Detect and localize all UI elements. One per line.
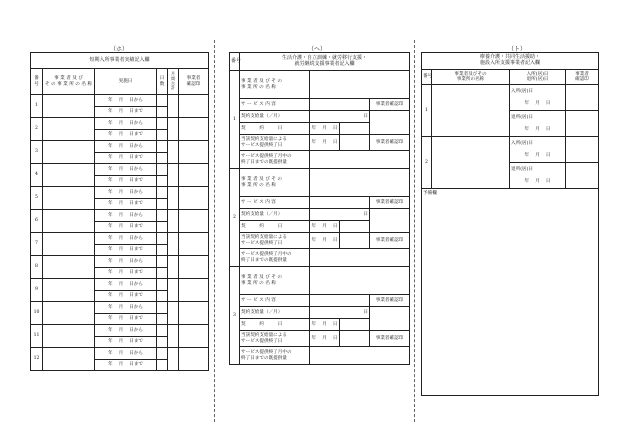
stamp-label: 事業者確認印 — [370, 295, 410, 307]
table-row — [230, 111, 410, 123]
month-total-cell[interactable] — [168, 279, 179, 302]
row-number: 8 — [31, 256, 43, 279]
provider-name-label: 事 業 者 及 び そ の 事 業 所 の 名 称 — [240, 169, 310, 197]
block-number: 2 — [230, 169, 240, 267]
provider-name-cell[interactable] — [43, 210, 95, 233]
date-end-cell[interactable]: 年 月 日まで — [95, 313, 157, 325]
provider-name-cell[interactable] — [43, 302, 95, 325]
provider-name-cell[interactable] — [432, 85, 510, 137]
panel-b-title: 生活介護・自立訓練・就労移行支援・ 就労継続支援事業者記入欄 — [240, 53, 410, 71]
days-cell[interactable] — [157, 175, 168, 187]
provided-amount-label: サービス提供終了月中の 終了日までの既提供量 — [240, 151, 310, 169]
table-row — [31, 118, 209, 130]
discharge-date-cell[interactable]: 年 月 日 — [510, 124, 566, 137]
date-end-cell[interactable]: 年 月 日まで — [95, 221, 157, 233]
confirm-stamp-cell[interactable] — [179, 233, 209, 256]
contract-amount-label: 契約支給量（／月） — [240, 307, 310, 319]
provider-name-cell[interactable] — [43, 348, 95, 371]
service-cell[interactable] — [310, 99, 370, 111]
days-cell[interactable] — [157, 348, 168, 360]
days-cell[interactable] — [157, 106, 168, 118]
table-row — [31, 210, 209, 222]
admission-label: 入所(居)日 — [510, 137, 566, 150]
confirm-stamp-cell[interactable] — [370, 111, 410, 135]
row-number: 11 — [31, 325, 43, 348]
day-service-table — [229, 52, 410, 365]
table-row — [230, 347, 410, 365]
days-cell[interactable] — [157, 118, 168, 130]
provided-amount-label: サービス提供終了月中の 終了日までの既提供量 — [240, 249, 310, 267]
service-cell[interactable] — [310, 295, 370, 307]
confirm-stamp-cell[interactable] — [179, 279, 209, 302]
date-start-cell[interactable]: 年 月 日から — [95, 118, 157, 130]
days-cell[interactable] — [157, 290, 168, 302]
month-total-cell[interactable] — [168, 118, 179, 141]
service-end-cell[interactable]: 年 月 日 — [310, 331, 340, 347]
month-total-cell[interactable] — [168, 325, 179, 348]
confirm-stamp-cell[interactable] — [179, 256, 209, 279]
table-row — [230, 135, 410, 151]
row-number: 6 — [31, 210, 43, 233]
provider-name-cell[interactable] — [43, 233, 95, 256]
provider-name-cell[interactable] — [43, 187, 95, 210]
stamp-label: 事業者確認印 — [370, 233, 410, 249]
contract-amount-cell[interactable]: 日 — [310, 307, 370, 319]
date-end-cell[interactable]: 年 月 日まで — [95, 244, 157, 256]
days-cell[interactable] — [157, 279, 168, 291]
month-total-cell[interactable] — [168, 233, 179, 256]
days-cell[interactable] — [157, 336, 168, 348]
discharge-date-cell[interactable]: 年 月 日 — [510, 176, 566, 189]
notes-area — [422, 189, 599, 396]
row-number: 3 — [31, 141, 43, 164]
provided-amount-cell[interactable] — [310, 347, 410, 365]
row-number: 7 — [31, 233, 43, 256]
table-row — [31, 348, 209, 360]
table-row — [422, 137, 599, 150]
stamp-label: 事業者確認印 — [370, 331, 410, 347]
panel-a-title: 短期入所事業者実績記入欄 — [31, 53, 209, 69]
table-row — [230, 209, 410, 221]
date-start-cell[interactable]: 年 月 日から — [95, 256, 157, 268]
date-end-cell[interactable]: 年 月 日まで — [95, 336, 157, 348]
row-number: 12 — [31, 348, 43, 371]
days-cell[interactable] — [157, 187, 168, 199]
service-label: サ ー ビ ス 内 容 — [240, 99, 310, 111]
service-end-label: 当該契約支給量による サービス提供終了日 — [240, 135, 310, 151]
contract-date-label: 契 約 日 — [240, 221, 310, 233]
row-number: 9 — [31, 279, 43, 302]
days-cell[interactable] — [157, 210, 168, 222]
contract-date-label: 契 約 日 — [240, 319, 310, 331]
date-end-cell[interactable]: 年 月 日まで — [95, 267, 157, 279]
service-end-blank[interactable] — [340, 233, 370, 249]
confirm-stamp-cell[interactable] — [179, 118, 209, 141]
confirm-stamp-cell[interactable] — [179, 95, 209, 118]
stamp-label: 事業者確認印 — [370, 197, 410, 209]
days-cell[interactable] — [157, 129, 168, 141]
date-start-cell[interactable]: 年 月 日から — [95, 348, 157, 360]
confirm-stamp-cell[interactable] — [179, 210, 209, 233]
provider-name-cell[interactable] — [43, 256, 95, 279]
contract-amount-label: 契約支給量（／月） — [240, 209, 310, 221]
col-confirm-header: 事業者 確認印 — [566, 70, 599, 85]
table-row — [31, 325, 209, 337]
col-no-header: 番号 — [230, 53, 240, 71]
table-row — [230, 249, 410, 267]
col-no-header: 番号 — [422, 70, 432, 85]
days-cell[interactable] — [157, 95, 168, 107]
provider-name-cell[interactable] — [310, 71, 410, 99]
days-cell[interactable] — [157, 233, 168, 245]
days-cell[interactable] — [157, 221, 168, 233]
admission-label: 入所(居)日 — [510, 85, 566, 98]
contract-date-label: 契 約 日 — [240, 123, 310, 135]
confirm-stamp-cell[interactable] — [370, 209, 410, 233]
days-cell[interactable] — [157, 141, 168, 153]
date-start-cell[interactable]: 年 月 日から — [95, 187, 157, 199]
date-start-cell[interactable]: 年 月 日から — [95, 164, 157, 176]
block-number: 2 — [422, 137, 432, 189]
month-total-cell[interactable] — [168, 187, 179, 210]
panel-b-label: （ヘ） — [308, 46, 327, 53]
days-cell[interactable] — [157, 256, 168, 268]
table-row — [230, 197, 410, 209]
date-start-cell[interactable]: 年 月 日から — [95, 95, 157, 107]
days-cell[interactable] — [157, 152, 168, 164]
provider-name-cell[interactable] — [310, 267, 410, 295]
date-start-cell[interactable]: 年 月 日から — [95, 302, 157, 314]
col-month-total-header: 月 間 合 計 — [168, 69, 179, 95]
month-total-cell[interactable] — [168, 302, 179, 325]
month-total-cell[interactable] — [168, 95, 179, 118]
confirm-stamp-cell[interactable] — [370, 307, 410, 331]
contract-amount-cell[interactable]: 日 — [310, 111, 370, 123]
service-end-blank[interactable] — [340, 135, 370, 151]
row-number: 10 — [31, 302, 43, 325]
days-cell[interactable] — [157, 313, 168, 325]
provider-name-cell[interactable] — [432, 137, 510, 189]
contract-date-blank[interactable] — [340, 123, 370, 135]
provided-amount-cell[interactable] — [310, 249, 410, 267]
service-end-label: 当該契約支給量による サービス提供終了日 — [240, 331, 310, 347]
col-date-header: 入所(居)日 退所(居)日 — [510, 70, 566, 85]
days-cell[interactable] — [157, 198, 168, 210]
days-cell[interactable] — [157, 164, 168, 176]
date-end-cell[interactable]: 年 月 日まで — [95, 290, 157, 302]
date-start-cell[interactable]: 年 月 日から — [95, 210, 157, 222]
date-end-cell[interactable]: 年 月 日まで — [95, 198, 157, 210]
confirm-stamp-cell[interactable] — [566, 137, 599, 163]
residential-table — [421, 52, 599, 396]
month-total-cell[interactable] — [168, 256, 179, 279]
date-end-cell[interactable]: 年 月 日まで — [95, 152, 157, 164]
contract-date-cell[interactable]: 年 月 日 — [310, 221, 340, 233]
service-end-blank[interactable] — [340, 331, 370, 347]
table-row — [230, 295, 410, 307]
col-date-header: 実施日 — [95, 69, 157, 95]
table-row — [230, 151, 410, 169]
col-days-header: 日 数 — [157, 69, 168, 95]
discharge-label: 退所(居)日 — [510, 111, 566, 124]
provided-amount-cell[interactable] — [310, 151, 410, 169]
row-number: 4 — [31, 164, 43, 187]
contract-amount-cell[interactable]: 日 — [310, 209, 370, 221]
block-number: 1 — [230, 71, 240, 169]
month-total-cell[interactable] — [168, 141, 179, 164]
provided-amount-label: サービス提供終了月中の 終了日までの既提供量 — [240, 347, 310, 365]
contract-date-blank[interactable] — [340, 221, 370, 233]
table-row — [230, 307, 410, 319]
provider-name-label: 事 業 者 及 び そ の 事 業 所 の 名 称 — [240, 267, 310, 295]
provider-name-cell[interactable] — [43, 164, 95, 187]
contract-amount-label: 契約支給量（／月） — [240, 111, 310, 123]
days-cell[interactable] — [157, 359, 168, 371]
month-total-cell[interactable] — [168, 164, 179, 187]
block-number: 3 — [230, 267, 240, 365]
month-total-cell[interactable] — [168, 348, 179, 371]
table-row — [230, 99, 410, 111]
col-name-header: 事 業 者 及 び そ の 事 業 所 の 名 称 — [43, 69, 95, 95]
col-name-header: 事業者及びその 事業所の名称 — [432, 70, 510, 85]
table-row — [230, 71, 410, 99]
provider-name-cell[interactable] — [43, 95, 95, 118]
row-number: 5 — [31, 187, 43, 210]
table-row — [31, 279, 209, 291]
table-row — [422, 85, 599, 98]
panel-c-label: （ト） — [508, 46, 527, 53]
stamp-label: 事業者確認印 — [370, 99, 410, 111]
table-row — [230, 169, 410, 197]
admission-date-cell[interactable]: 年 月 日 — [510, 98, 566, 111]
days-cell[interactable] — [157, 302, 168, 314]
discharge-label: 退所(居)日 — [510, 163, 566, 176]
contract-date-blank[interactable] — [340, 319, 370, 331]
contract-date-cell[interactable]: 年 月 日 — [310, 319, 340, 331]
table-row — [230, 331, 410, 347]
month-total-cell[interactable] — [168, 210, 179, 233]
confirm-stamp-cell[interactable] — [179, 141, 209, 164]
provider-name-cell[interactable] — [43, 141, 95, 164]
date-start-cell[interactable]: 年 月 日から — [95, 233, 157, 245]
service-end-cell[interactable]: 年 月 日 — [310, 233, 340, 249]
date-end-cell[interactable]: 年 月 日まで — [95, 175, 157, 187]
confirm-stamp-cell[interactable] — [179, 348, 209, 371]
admission-date-cell[interactable]: 年 月 日 — [510, 150, 566, 163]
col-no-header: 番号 — [31, 69, 43, 95]
contract-date-cell[interactable]: 年 月 日 — [310, 123, 340, 135]
date-start-cell[interactable]: 年 月 日から — [95, 141, 157, 153]
days-cell[interactable] — [157, 325, 168, 337]
days-cell[interactable] — [157, 267, 168, 279]
service-end-cell[interactable]: 年 月 日 — [310, 135, 340, 151]
row-number: 2 — [31, 118, 43, 141]
stamp-label: 事業者確認印 — [370, 135, 410, 151]
table-row — [31, 256, 209, 268]
confirm-stamp-cell[interactable] — [179, 325, 209, 348]
table-row — [31, 164, 209, 176]
col-confirm-header: 事業者 確認印 — [179, 69, 209, 95]
service-label: サ ー ビ ス 内 容 — [240, 197, 310, 209]
date-end-cell[interactable]: 年 月 日まで — [95, 106, 157, 118]
confirm-stamp-cell[interactable] — [179, 302, 209, 325]
table-row — [31, 187, 209, 199]
confirm-stamp-cell[interactable] — [566, 163, 599, 189]
table-row — [31, 95, 209, 107]
panel-c-title: 療養介護・共同生活援助・ 施設入所支援事業者記入欄 — [422, 53, 599, 70]
date-start-cell[interactable]: 年 月 日から — [95, 279, 157, 291]
provider-name-cell[interactable] — [310, 169, 410, 197]
days-cell[interactable] — [157, 244, 168, 256]
date-start-cell[interactable]: 年 月 日から — [95, 325, 157, 337]
date-end-cell[interactable]: 年 月 日まで — [95, 129, 157, 141]
service-end-label: 当該契約支給量による サービス提供終了日 — [240, 233, 310, 249]
provider-name-cell[interactable] — [43, 279, 95, 302]
table-row — [230, 267, 410, 295]
table-row — [230, 233, 410, 249]
panel-a-label: （ホ） — [110, 46, 129, 53]
block-number: 1 — [422, 85, 432, 137]
date-end-cell[interactable]: 年 月 日まで — [95, 359, 157, 371]
row-number: 1 — [31, 95, 43, 118]
provider-name-label: 事 業 者 及 び そ の 事 業 所 の 名 称 — [240, 71, 310, 99]
service-label: サ ー ビ ス 内 容 — [240, 295, 310, 307]
column-separator — [214, 40, 215, 422]
provider-name-cell[interactable] — [43, 118, 95, 141]
confirm-stamp-cell[interactable] — [566, 111, 599, 137]
notes-label: 予備欄 — [423, 191, 437, 196]
table-row — [31, 141, 209, 153]
provider-name-cell[interactable] — [43, 325, 95, 348]
service-cell[interactable] — [310, 197, 370, 209]
confirm-stamp-cell[interactable] — [179, 187, 209, 210]
table-row — [31, 233, 209, 245]
confirm-stamp-cell[interactable] — [566, 85, 599, 111]
short-stay-table — [30, 52, 209, 371]
confirm-stamp-cell[interactable] — [179, 164, 209, 187]
table-row — [31, 302, 209, 314]
column-separator — [414, 40, 415, 422]
